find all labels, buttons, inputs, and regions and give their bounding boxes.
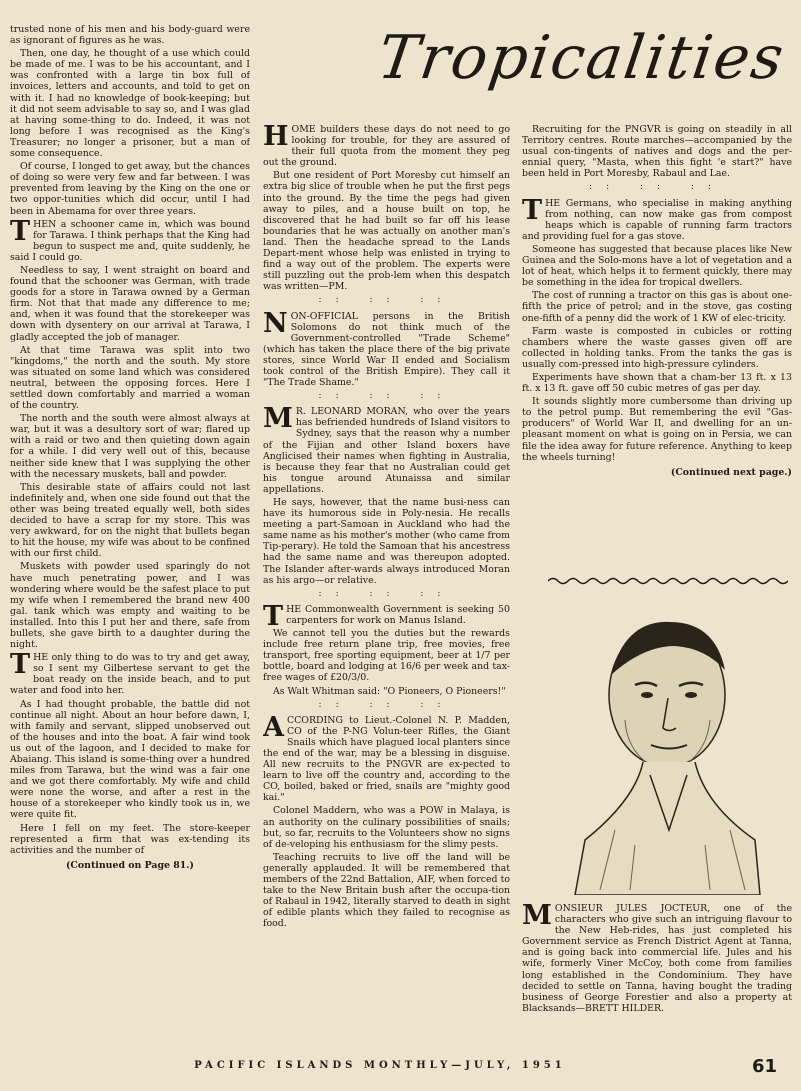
paragraph: THE only thing to do was to try and get away, so I sent my Gilbertese servant to get the boat ready on the inside beach, and to put water and food into her.: [10, 649, 250, 697]
paragraph: HOME builders these days do not need to go looking for trouble, for they are assured of their full quota from the moment they peg out the ground.: [263, 124, 510, 169]
paragraph: Of course, I longed to get away, but the chances of doing so were very few and far between. I was prevented from leaving by the King on the one or two oppor-tunities which did occur, until I had been in Abemama for over three years.: [10, 161, 250, 217]
paragraph: As I had thought probable, the battle did not continue all night. About an hour before dawn, I, with family and servant, slipped unobserved out of the houses and into the boat. A fair wind took us out of the lagoon, and I decided to make for Abaiang. This island is some-thing over a hundred miles from Tarawa, but the wind was a fair one and we got there comfortably. My wife and child were none the worse, and after a rest in the house of a storekeeper who kindly took us in, we were quite fit.: [10, 698, 250, 821]
paragraph: It sounds slightly more cumbersome than driving up to the petrol pump. But remembering the evil "Gas-producers" of World War II, and dwelling for an un-pleasant moment on what is going on in Persia, we can file the idea away for future reference. Anything to keep the wheels turning!: [522, 396, 792, 463]
paragraph: THEN a schooner came in, which was bound for Tarawa. I think perhaps that the King had begun to suspect me and, quite suddenly, he said I could go.: [10, 215, 250, 263]
paragraph: This desirable state of affairs could not last indefinitely and, when one side found out that the other was being treated equally well, both sides decided to have a scrap for my store. This was very awkward, for on the night that bullets began to hit the house, my wife was about to be confined with our first child.: [10, 481, 250, 560]
paragraph: Experiments have shown that a cham-ber 13 ft. x 13 ft. x 13 ft. gave off 50 cubic metres of gas per day.: [522, 371, 792, 395]
paragraph: The north and the south were almost always at war, but it was a desultory sort of war; flared up with a raid or two and then quieting down again for a while. I did very well out of this, because neither side knew that I was supplying the other with the necessary muskets, ball and powder.: [10, 413, 250, 480]
paragraph: He says, however, that the name busi-ness can have its humorous side in Poly-nesia. He recalls meeting a part-Samoan in Auckland who had the same name as his mother's mother (who came from Tip-perary). He told the Samoan that his ancestress had the same name and was thereupon adopted. The Islander after-wards always introduced Moran as his argo—or relative.: [263, 497, 510, 586]
paragraph: THE Commonwealth Government is seeking 50 carpenters for work on Manus Island.: [263, 600, 510, 632]
paragraph: Farm waste is composted in cubicles or rotting chambers where the waste gasses given off are collected in holding tanks. From the tanks the gas is usually com-pressed into high-pressure cylinders.: [522, 325, 792, 370]
middle-column: [263, 124, 510, 1035]
section-title: Tropicalities: [373, 23, 790, 93]
paragraph: At that time Tarawa was split into two "kingdoms," the north and the south. My store was situated on some land which was considered neutral, between the opposing forces. Here I settled down comfortably and married a woman of the country.: [10, 344, 250, 412]
separator: :: :: ::: [318, 295, 455, 306]
wavy-divider: [548, 576, 788, 586]
paragraph: Recruiting for the PNGVR is going on steadily in all Territory centres. Route marches—accompanied by the usual con-tingents of natives and dogs and the per-ennial query, "Masta, when this fight 'e start?" have been held in Port Moresby, Rabaul and Lae.: [522, 124, 792, 180]
paragraph: Here I fell on my feet. The store-keeper represented a firm that was ex-tending its activities and the number of: [10, 822, 250, 856]
paragraph: trusted none of his men and his body-guard were as ignorant of figures as he was.: [10, 24, 250, 47]
separator: :: :: ::: [318, 588, 455, 599]
continued-note: (Continued next page.): [670, 466, 792, 478]
paragraph: We cannot tell you the duties but the rewards include free return plane trip, free movies, free transport, free sporting equipment, beer at 1/7 per bottle, board and lodging at 16/6 per week and tax-free wages of £20/3/0.: [263, 628, 510, 684]
paragraph: MONSIEUR JULES JOCTEUR, one of the characters who give such an intriguing flavour to the New Heb-rides, has just completed his Government service as French District Agent at Tanna, and is going back into commercial life. Jules and his wife, formerly Viner McCoy, both come from families long established in the Condominium. They have decided to settle on Tanna, having bought the trading business of George Forestier and also a property at Blacksands—BRETT HILDER.: [522, 903, 792, 1014]
right-column-bottom: [522, 903, 792, 1035]
paragraph: Teaching recruits to live off the land will be generally applauded. It will be remembered that members of the 22nd Battalion, AIF, when forced to take to the New Britain bush after the occupa-tion of Rabaul in 1942, literally starved to death in sight of edible plants which they failed to recognise as food.: [263, 851, 510, 930]
paragraph: Then, one day, he thought of a use which could be made of me. I was to be his accountant, and I was confronted with a large tin box full of invoices, letters and accounts, and told to get on with it. I had no knowledge of book-keeping; but it did not seem advisable to say so, and I was glad at having some-thing to do. Indeed, it was not long before I was recognised as the King's Treasurer; no longer a prisoner, but a man of some consequence.: [10, 48, 250, 160]
portrait-sketch: [555, 600, 780, 895]
separator: :: :: ::: [318, 699, 455, 710]
paragraph: Someone has suggested that because places like New Guinea and the Solo-mons have a lot of vegetation and a lot of heat, which helps it to ferment quickly, there may be something in the idea for tropical dwellers.: [522, 243, 792, 289]
right-column: [522, 124, 792, 574]
paragraph: But one resident of Port Moresby cut himself an extra big slice of trouble when he put the first pegs into the ground. By the time the pegs had given away to piles, and a house built on top, he discovered that he had built so far off his lease boundaries that he was actually on another man's land. Then the headache spread to the Lands Depart-ment whose help was enlisted in trying to find a way out of the problem. The experts were still puzzling out the prob-lem when this despatch was written—PM.: [263, 170, 510, 293]
paragraph: Needless to say, I went straight on board and found that the schooner was German, with trade goods for a store in Tarawa owned by a German firm. Not that that made any difference to me; and, when it was found that the storekeeper was down with dysentery on our arrival at Tarawa, I gladly accepted the job of manager.: [10, 264, 250, 343]
separator: :: :: ::: [589, 182, 725, 193]
paragraph: As Walt Whitman said: "O Pioneers, O Pioneers!": [273, 685, 506, 697]
paragraph: Colonel Maddern, who was a POW in Malaya, is an authority on the culinary possibilities of snails; but, so far, recruits to the Volunteers show no signs of de-veloping his enthusiasm for the slimy pests.: [263, 805, 510, 850]
left-column: [10, 24, 250, 1035]
continued-note: (Continued on Page 81.): [65, 859, 194, 871]
paragraph: NON-OFFICIAL persons in the British Solomons do not think much of the Government-controlled "Trade Scheme" (which has taken the place there of the big private stores, since World War II ended and Socialism took control of the British Empire). They call it "The Trade Shame.": [263, 307, 510, 389]
footer-publication: PACIFIC ISLANDS MONTHLY—JULY, 1951: [194, 1060, 566, 1071]
paragraph: The cost of running a tractor on this gas is about one-fifth the price of petrol; and in the stove, gas costing one-fifth of a penny did the work of 1 KW of elec-tricity.: [522, 290, 792, 324]
paragraph: Muskets with powder used sparingly do not have much penetrating power, and I was wondering where would be the safest place to put my wife when I remembered the brand new 400 gal. tank which was empty and waiting to be installed. Into this I put her and there, safe from bullets, she gave birth to a daughter during the night.: [10, 561, 250, 651]
separator: :: :: ::: [318, 391, 455, 402]
paragraph: THE Germans, who specialise in making anything from nothing, can now make gas from compost heaps which is capable of running farm tractors and providing fuel for a gas stove.: [522, 194, 792, 242]
paragraph: MR. LEONARD MORAN, who over the years has befriended hundreds of Island visitors to Sydney, says that the reason why a number of the Fijian and other Island boxers have Anglicised their names when fighting in Australia, is because they fear that no Australian could get his tongue around Atunaissa and similar appellations.: [263, 403, 510, 495]
page-number: 61: [751, 1056, 777, 1077]
paragraph: ACCORDING to Lieut.-Colonel N. P. Madden, CO of the P-NG Volun-teer Rifles, the Giant Snails which have plagued local planters since the end of the war, may be a blessing in disguise. All new recruits to the PNGVR are ex-pected to learn to live off the country and, according to the CO, boiled, baked or fried, snails are "mighty good kai.": [263, 711, 510, 804]
